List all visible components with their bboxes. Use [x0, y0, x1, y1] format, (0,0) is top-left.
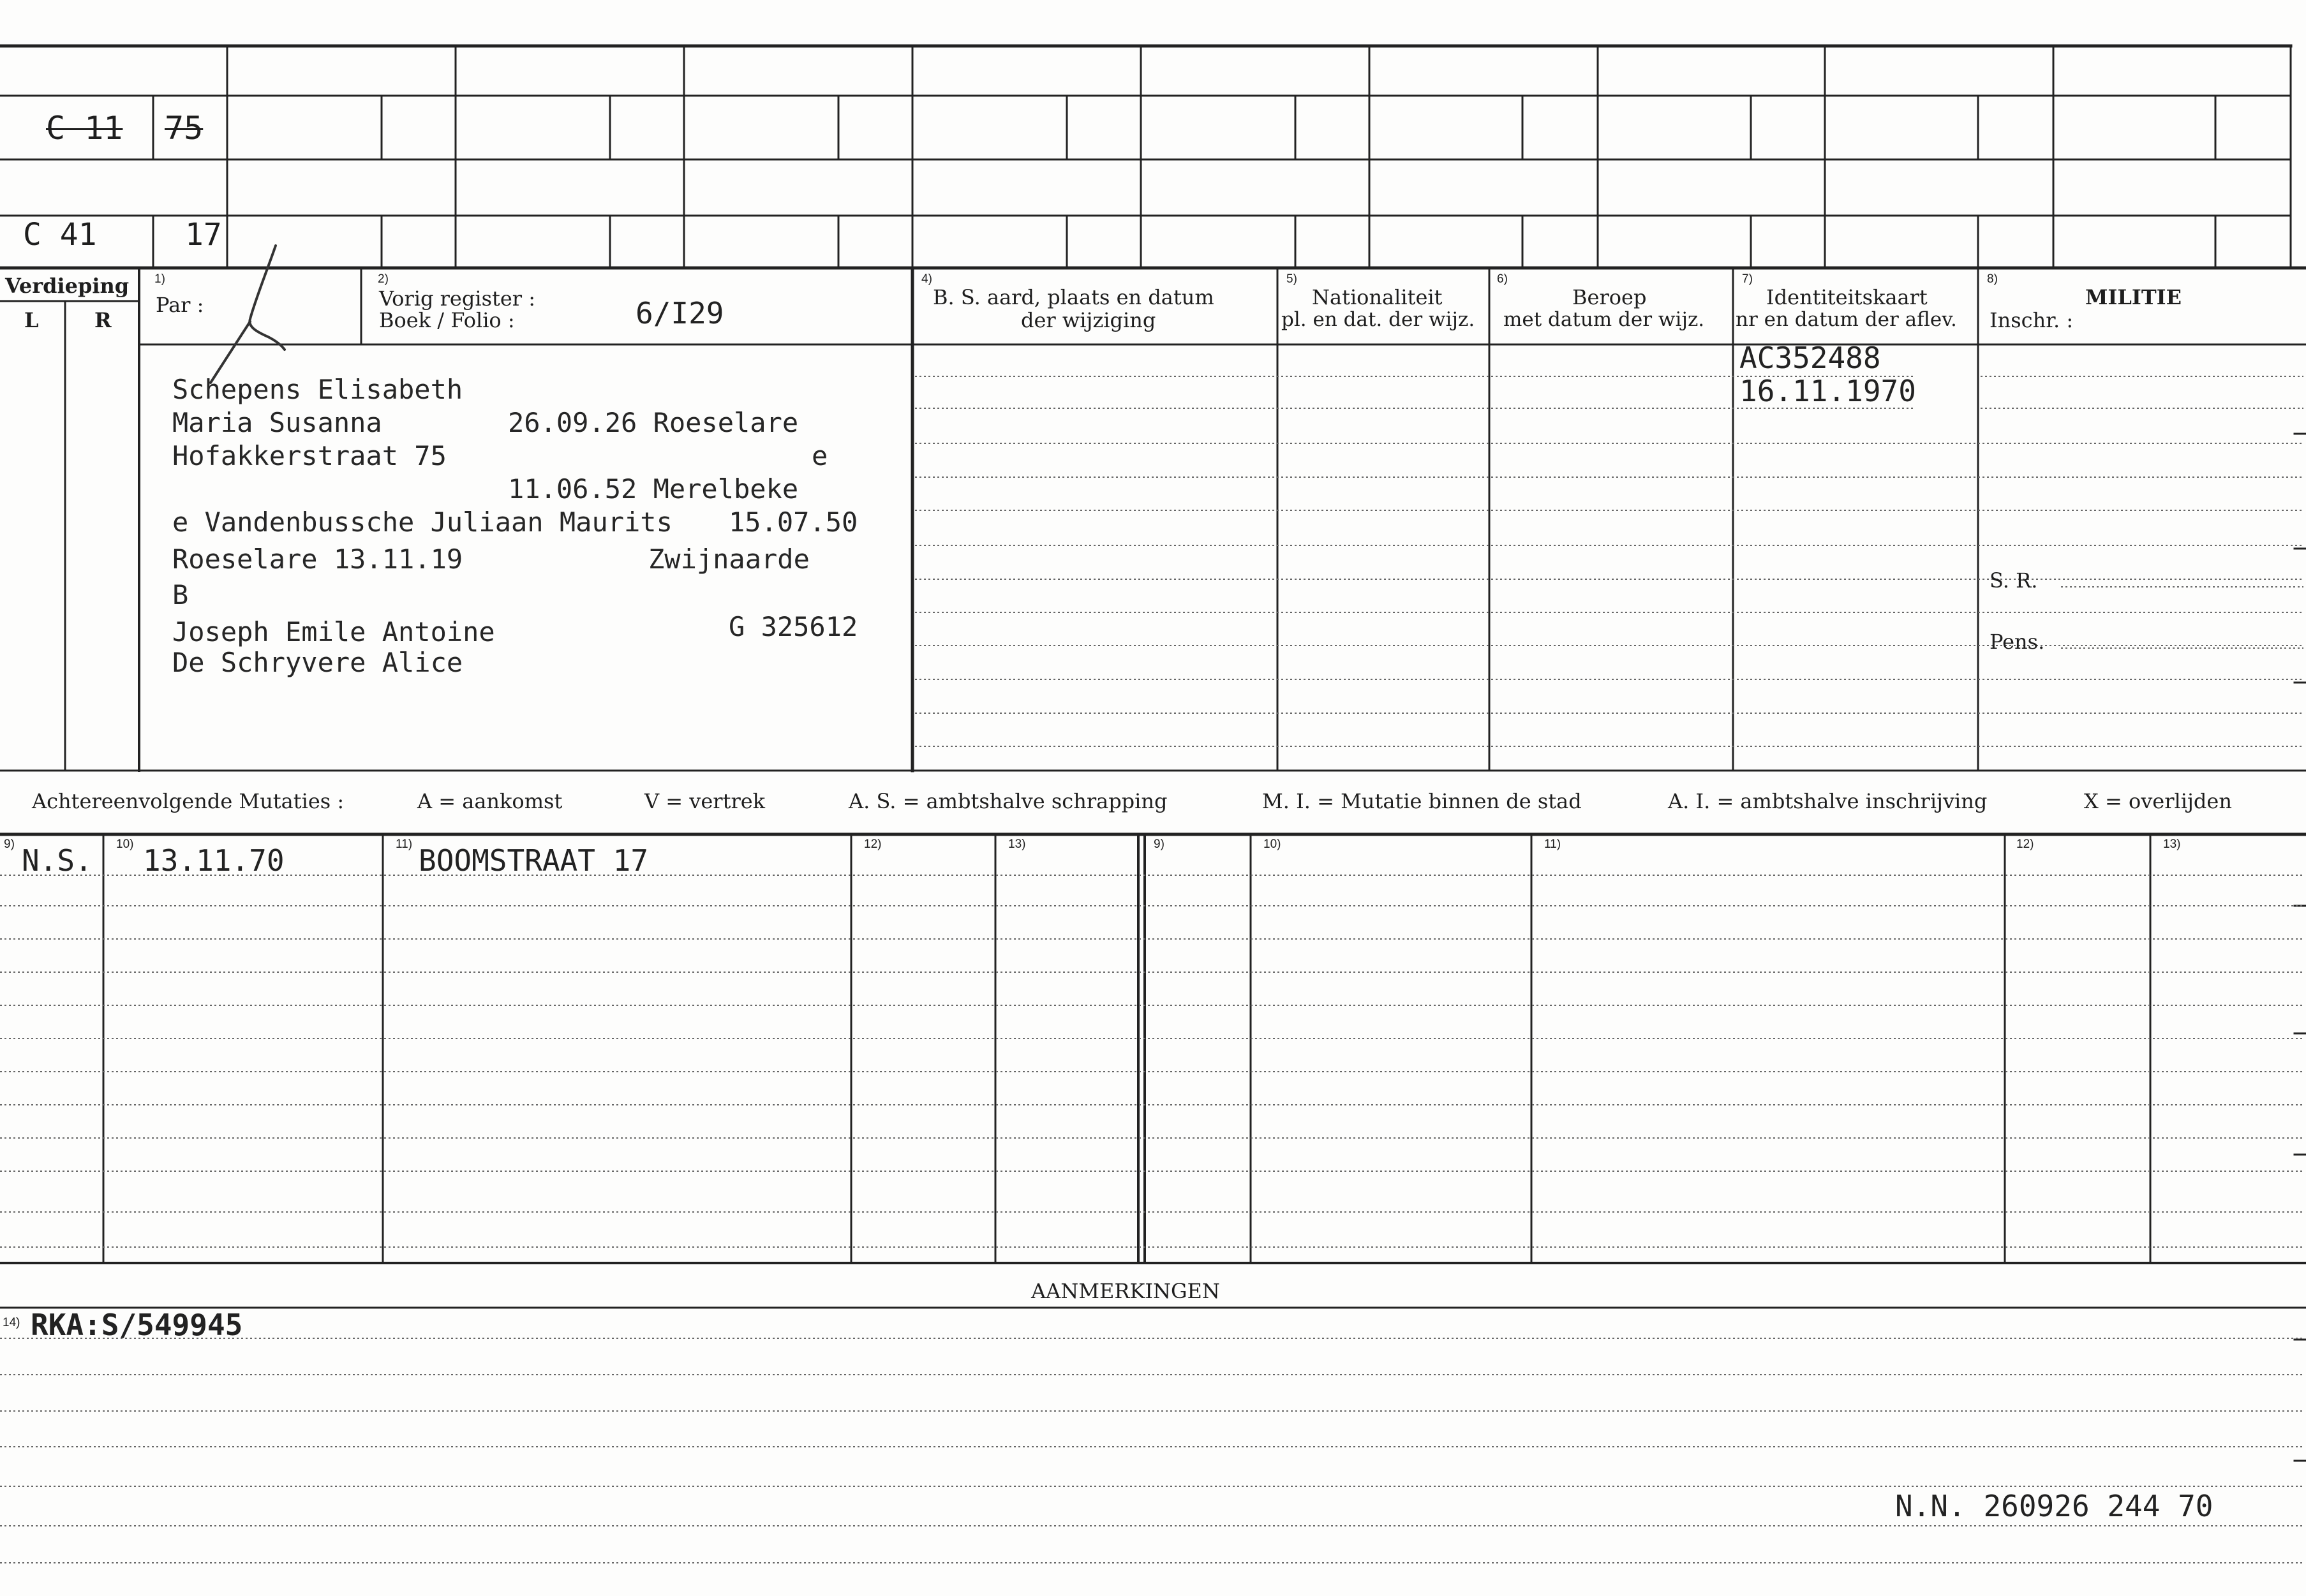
- boek-folio-label: Boek / Folio :: [379, 308, 515, 332]
- legend-aankomst: A = aankomst: [417, 789, 563, 813]
- legend-overlijden: X = overlijden: [2084, 789, 2232, 813]
- rka-reference: RKA:S/549945: [31, 1308, 243, 1342]
- person-reference: G 325612: [729, 611, 858, 642]
- verdieping-label: Verdieping: [5, 274, 130, 298]
- mutation-date: 13.11.70: [143, 843, 285, 878]
- par-label: Par :: [156, 293, 204, 317]
- id-card-number: AC352488: [1739, 341, 1881, 375]
- person-spouse: e Vandenbussche Juliaan Maurits: [172, 506, 673, 538]
- top-grid-old-section: C 11: [46, 110, 123, 147]
- person-marker-e: e: [812, 440, 828, 471]
- legend-ambtshalve-schrapping: A. S. = ambtshalve schrapping: [849, 789, 1168, 813]
- mutation-address: BOOMSTRAAT 17: [419, 843, 649, 878]
- col-number-13-right: 13): [2163, 838, 2181, 851]
- legend-ambtshalve-inschrijving: A. I. = ambtshalve inschrijving: [1668, 789, 1988, 813]
- top-grid-number: 17: [185, 217, 222, 253]
- legend-vertrek: V = vertrek: [644, 789, 766, 813]
- col-number-11: 11): [396, 838, 413, 851]
- identiteitskaart-label: Identiteitskaart: [1766, 285, 1928, 309]
- person-father: Joseph Emile Antoine: [172, 616, 495, 647]
- verdieping-r-label: R: [94, 308, 112, 332]
- person-marriage: 11.06.52 Merelbeke: [508, 473, 799, 505]
- nationaliteit-label: Nationaliteit: [1312, 285, 1443, 309]
- col-number-9: 9): [4, 838, 15, 851]
- field-number-1: 1): [154, 272, 165, 286]
- person-birth: 26.09.26 Roeselare: [508, 407, 799, 438]
- person-spouse-date: 15.07.50: [729, 506, 858, 538]
- person-marker-b: B: [172, 579, 189, 610]
- beroep-sub-label: met datum der wijz.: [1503, 308, 1705, 331]
- bs-label-line1: B. S. aard, plaats en datum: [933, 285, 1214, 309]
- field-number-4: 4): [921, 272, 932, 286]
- nationaliteit-sub-label: pl. en dat. der wijz.: [1281, 308, 1475, 331]
- handwritten-mark: [211, 246, 285, 383]
- person-mother: De Schryvere Alice: [172, 647, 463, 678]
- pens-label: Pens.: [1990, 630, 2045, 654]
- id-card-date: 16.11.1970: [1739, 374, 1916, 408]
- field-number-2: 2): [378, 272, 389, 286]
- col-number-9-right: 9): [1154, 838, 1164, 851]
- field-number-5: 5): [1286, 272, 1297, 286]
- col-number-11-right: 11): [1544, 838, 1561, 851]
- beroep-label: Beroep: [1572, 285, 1647, 309]
- col-number-10-right: 10): [1263, 838, 1281, 851]
- mutaties-title: Achtereenvolgende Mutaties :: [32, 789, 345, 813]
- field-number-6: 6): [1497, 272, 1508, 286]
- boek-folio-value: 6/I29: [636, 296, 724, 330]
- top-grid-section: C 41: [23, 217, 97, 253]
- col-number-12: 12): [864, 838, 882, 851]
- person-given-names: Maria Susanna: [172, 407, 382, 438]
- verdieping-l-label: L: [24, 308, 39, 332]
- national-number: N.N. 260926 244 70: [1895, 1489, 2213, 1523]
- person-name: Schepens Elisabeth: [172, 374, 463, 405]
- inschr-label: Inschr. :: [1990, 308, 2074, 332]
- vorig-register-label: Vorig register :: [379, 286, 536, 311]
- militie-label: MILITIE: [2085, 285, 2182, 309]
- bs-label-line2: der wijziging: [1021, 308, 1156, 332]
- legend-mutatie-binnen-stad: M. I. = Mutatie binnen de stad: [1262, 789, 1582, 813]
- mutation-type: N.S.: [22, 843, 93, 878]
- sr-label: S. R.: [1990, 568, 2038, 593]
- identiteitskaart-sub-label: nr en datum der aflev.: [1736, 308, 1957, 331]
- col-number-10: 10): [116, 838, 134, 851]
- field-number-8: 8): [1987, 272, 1998, 286]
- person-address: Hofakkerstraat 75: [172, 440, 447, 471]
- person-spouse-place: Zwijnaarde: [648, 543, 810, 575]
- field-number-14: 14): [3, 1316, 20, 1329]
- person-spouse-birth: Roeselare 13.11.19: [172, 543, 463, 575]
- col-number-12-right: 12): [2016, 838, 2034, 851]
- field-number-7: 7): [1742, 272, 1753, 286]
- aanmerkingen-title: AANMERKINGEN: [1031, 1279, 1220, 1303]
- col-number-13: 13): [1008, 838, 1026, 851]
- top-grid-old-number: 75: [165, 110, 204, 147]
